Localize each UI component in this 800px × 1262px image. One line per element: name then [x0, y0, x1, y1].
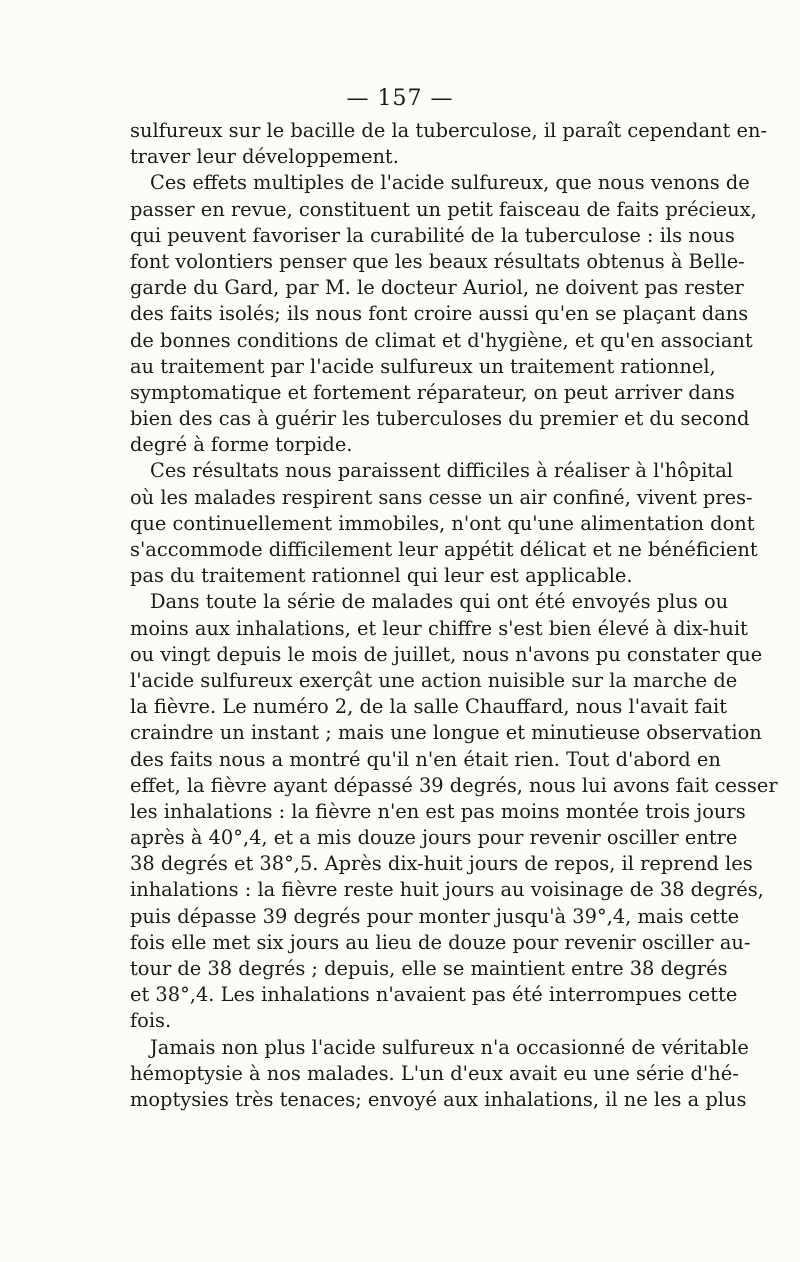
text-line: bien des cas à guérir les tuberculoses du premier et du second — [130, 407, 750, 431]
text-line: s'accommode difficilement leur appétit délicat et ne bénéficient — [130, 538, 758, 561]
text-line: des faits isolés; ils nous font croire aussi qu'en se plaçant dans — [130, 302, 749, 326]
text-line: au traitement par l'acide sulfureux un traitement rationnel, — [130, 354, 716, 378]
text-line: Ces résultats nous paraissent difficiles à réaliser à l'hôpital — [150, 459, 733, 483]
text-line: hémoptysie à nos malades. L'un d'eux avait eu une série d'hé- — [130, 1061, 739, 1085]
text-line: ou vingt depuis le mois de juillet, nous n'avons pu constater que — [130, 642, 763, 666]
text-line: et 38°,4. Les inhalations n'avaient pas été interrompues cette — [130, 983, 738, 1007]
text-line: où les malades respirent sans cesse un air confiné, vivent pres- — [130, 485, 753, 509]
text-line: qui peuvent favoriser la curabilité de la tuberculose : ils nous — [130, 223, 735, 247]
body-text — [130, 118, 778, 1113]
text-line: que continuellement immobiles, n'ont qu'une alimentation dont — [130, 511, 755, 535]
text-line: degré à forme torpide. — [130, 433, 353, 457]
text-line: après à 40°,4, et a mis douze jours pour revenir osciller entre — [130, 826, 738, 850]
text-line: de bonnes conditions de climat et d'hygiène, et qu'en associant — [130, 328, 753, 352]
text-line: inhalations : la fièvre reste huit jours au voisinage de 38 degrés, — [130, 878, 764, 902]
text-line: font volontiers penser que les beaux résultats obtenus à Belle- — [130, 249, 745, 273]
text-line: moptysies très tenaces; envoyé aux inhalations, il ne les a plus — [130, 1087, 747, 1111]
text-line: sulfureux sur le bacille de la tuberculose, il paraît cependant en- — [130, 119, 767, 142]
text-line: puis dépasse 39 degrés pour monter jusqu'à 39°,4, mais cette — [130, 904, 740, 928]
page-number: — 157 — — [346, 86, 454, 111]
text-line: l'acide sulfureux exerçât une action nuisible sur la marche de — [130, 668, 738, 692]
text-line: Dans toute la série de malades qui ont été envoyés plus ou — [150, 590, 729, 614]
text-line: craindre un instant ; mais une longue et minutieuse observation — [130, 721, 762, 745]
text-line: des faits nous a montré qu'il n'en était rien. Tout d'abord en — [130, 747, 721, 771]
text-line: symptomatique et fortement réparateur, on peut arriver dans — [130, 380, 735, 404]
text-line: les inhalations : la fièvre n'en est pas moins montée trois jours — [130, 799, 746, 823]
text-line: fois elle met six jours au lieu de douze pour revenir osciller au- — [130, 930, 751, 954]
text-line: 38 degrés et 38°,5. Après dix-huit jours de repos, il reprend les — [130, 852, 753, 876]
text-line: Jamais non plus l'acide sulfureux n'a occasionné de véritable — [150, 1035, 749, 1059]
text-line: la fièvre. Le numéro 2, de la salle Chauffard, nous l'avait fait — [130, 695, 728, 719]
text-line: passer en revue, constituent un petit faisceau de faits précieux, — [130, 197, 757, 221]
text-line: Ces effets multiples de l'acide sulfureux, que nous venons de — [150, 171, 750, 195]
text-line: effet, la fièvre ayant dépassé 39 degrés, nous lui avons fait cesser — [130, 773, 778, 797]
text-line: traver leur développement. — [130, 145, 399, 169]
text-line: pas du traitement rationnel qui leur est applicable. — [130, 564, 633, 588]
text-line: fois. — [130, 1009, 172, 1033]
text-line: garde du Gard, par M. le docteur Auriol, ne doivent pas rester — [130, 276, 744, 300]
text-line: tour de 38 degrés ; depuis, elle se maintient entre 38 degrés — [130, 957, 728, 980]
text-line: moins aux inhalations, et leur chiffre s'est bien élevé à dix-huit — [130, 616, 748, 640]
